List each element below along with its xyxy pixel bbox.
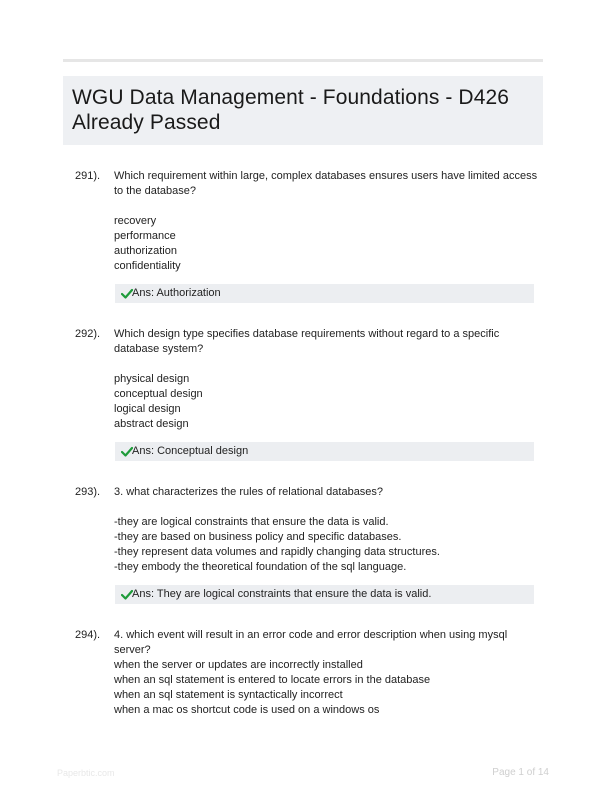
option-item: confidentiality: [114, 260, 181, 272]
answer-text: Ans: Conceptual design: [132, 445, 249, 457]
page-indicator: Page 1 of 14: [492, 767, 549, 778]
option-item: authorization: [114, 245, 177, 257]
option-item: performance: [114, 230, 176, 242]
question-text: 4. which event will result in an error code and error description when using mysql server?: [114, 629, 508, 656]
title-line-1: WGU Data Management - Foundations - D426: [72, 86, 510, 109]
option-list: [114, 515, 440, 575]
option-item: when the server or updates are incorrectly installed: [114, 659, 363, 671]
question-number: 294).: [75, 629, 101, 641]
document-title: [72, 85, 533, 135]
option-item: physical design: [114, 373, 190, 385]
question-text: Which design type specifies database requirements without regard to a specific database system?: [114, 328, 500, 355]
question-number: 291).: [75, 170, 101, 182]
option-item: -they embody the theoretical foundation of the sql language.: [114, 561, 407, 573]
answer-box: [115, 284, 534, 303]
option-list: [114, 214, 181, 274]
footer-watermark: Paperbtic.com: [57, 768, 115, 778]
option-item: logical design: [114, 403, 181, 415]
question-text: 3. what characterizes the rules of relational databases?: [114, 486, 384, 498]
option-item: -they represent data volumes and rapidly changing data structures.: [114, 546, 440, 558]
answer-text: Ans: They are logical constraints that ensure the data is valid.: [132, 588, 432, 600]
option-item: conceptual design: [114, 388, 203, 400]
option-item: when an sql statement is syntactically incorrect: [114, 689, 343, 701]
option-item: -they are based on business policy and specific databases.: [114, 531, 402, 543]
option-item: when an sql statement is entered to locate errors in the database: [114, 674, 431, 686]
option-item: abstract design: [114, 418, 189, 430]
top-divider: [63, 59, 543, 62]
question-number: 292).: [75, 328, 101, 340]
answer-box: [115, 585, 534, 604]
option-item: recovery: [114, 215, 157, 227]
title-line-2: Already Passed: [72, 111, 221, 134]
answer-text: Ans: Authorization: [132, 287, 221, 299]
answer-box: [115, 442, 534, 461]
option-list: [114, 372, 203, 432]
option-item: when a mac os shortcut code is used on a windows os: [114, 704, 380, 716]
question-text: Which requirement within large, complex databases ensures users have limited access to the database?: [114, 170, 538, 197]
document-title-box: [63, 76, 543, 145]
question-number: 293).: [75, 486, 101, 498]
option-item: -they are logical constraints that ensure the data is valid.: [114, 516, 389, 528]
option-list: [114, 658, 430, 718]
